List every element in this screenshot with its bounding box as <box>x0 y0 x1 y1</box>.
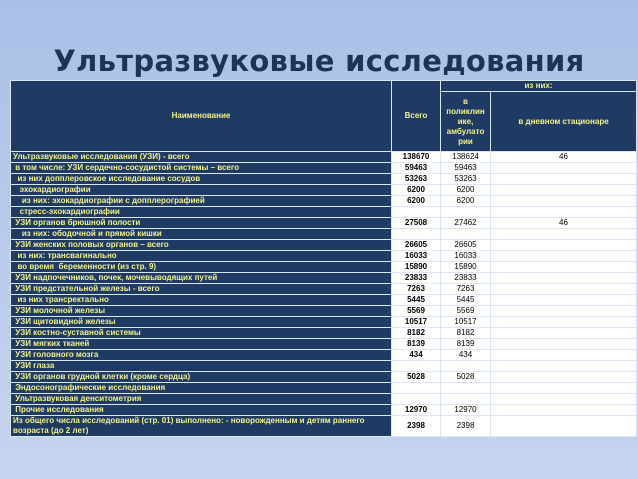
row-total: 10517 <box>392 317 441 328</box>
row-polyclinic: 434 <box>441 350 491 361</box>
row-total <box>392 207 441 218</box>
header-day-hospital: в дневном стационаре <box>491 92 637 152</box>
row-polyclinic: 7263 <box>441 284 491 295</box>
row-total: 15890 <box>392 262 441 273</box>
row-polyclinic: 2398 <box>441 416 491 437</box>
table-row <box>11 372 637 383</box>
row-day-hospital: 46 <box>491 218 637 229</box>
table-row <box>11 328 637 339</box>
row-day-hospital <box>491 372 637 383</box>
row-name: УЗИ щитовидной железы <box>11 317 392 328</box>
row-total <box>392 361 441 372</box>
row-total: 23833 <box>392 273 441 284</box>
row-day-hospital <box>491 273 637 284</box>
row-polyclinic: 8139 <box>441 339 491 350</box>
table-row <box>11 152 637 163</box>
table-row <box>11 361 637 372</box>
page-title: Ультразвуковые исследования <box>53 44 585 78</box>
table-row <box>11 218 637 229</box>
row-total: 8182 <box>392 328 441 339</box>
row-name: из них допплеровское исследование сосудов <box>11 174 392 185</box>
row-day-hospital <box>491 383 637 394</box>
row-polyclinic: 8182 <box>441 328 491 339</box>
table-row <box>11 394 637 405</box>
row-polyclinic <box>441 383 491 394</box>
row-day-hospital <box>491 262 637 273</box>
row-name: УЗИ женских половых органов – всего <box>11 240 392 251</box>
table-row <box>11 196 637 207</box>
row-name: из них: ободочной и прямой кишки <box>11 229 392 240</box>
row-day-hospital <box>491 229 637 240</box>
table-row <box>11 240 637 251</box>
row-day-hospital <box>491 339 637 350</box>
row-total: 5569 <box>392 306 441 317</box>
table-body <box>11 81 637 437</box>
table-row <box>11 317 637 328</box>
row-total: 6200 <box>392 196 441 207</box>
row-name: из них: трансвагинально <box>11 251 392 262</box>
row-day-hospital <box>491 295 637 306</box>
row-name: Из общего числа исследований (стр. 01) выполнено: - новорожденным и детям раннего возраста (до 2 лет) <box>11 416 392 437</box>
row-day-hospital <box>491 405 637 416</box>
row-total: 434 <box>392 350 441 361</box>
row-total: 2398 <box>392 416 441 437</box>
row-name: УЗИ органов грудной клетки (кроме сердца) <box>11 372 392 383</box>
row-day-hospital <box>491 163 637 174</box>
row-polyclinic: 12970 <box>441 405 491 416</box>
table-row <box>11 350 637 361</box>
table-row <box>11 416 637 437</box>
row-polyclinic: 16033 <box>441 251 491 262</box>
header-of-which: из них: <box>441 81 637 92</box>
row-polyclinic: 5569 <box>441 306 491 317</box>
row-day-hospital <box>491 284 637 295</box>
row-total <box>392 229 441 240</box>
row-name: УЗИ надпочечников, почек, мочевыводящих путей <box>11 273 392 284</box>
row-name: УЗИ мягких тканей <box>11 339 392 350</box>
row-polyclinic <box>441 394 491 405</box>
row-polyclinic <box>441 229 491 240</box>
row-polyclinic <box>441 207 491 218</box>
table-row <box>11 251 637 262</box>
row-total: 5028 <box>392 372 441 383</box>
row-day-hospital <box>491 328 637 339</box>
row-total: 8139 <box>392 339 441 350</box>
row-name: УЗИ предстательной железы - всего <box>11 284 392 295</box>
ultrasound-table <box>10 80 637 437</box>
row-day-hospital <box>491 251 637 262</box>
row-polyclinic: 59463 <box>441 163 491 174</box>
row-polyclinic: 5445 <box>441 295 491 306</box>
row-total: 138670 <box>392 152 441 163</box>
row-polyclinic: 6200 <box>441 196 491 207</box>
table-row <box>11 306 637 317</box>
row-total <box>392 394 441 405</box>
table-row <box>11 339 637 350</box>
row-name: из них: эхокардиографии с допплерографией <box>11 196 392 207</box>
row-name: УЗИ молочной железы <box>11 306 392 317</box>
row-name: во время беременности (из стр. 9) <box>11 262 392 273</box>
row-total: 59463 <box>392 163 441 174</box>
table-row <box>11 174 637 185</box>
row-day-hospital <box>491 185 637 196</box>
table-row <box>11 207 637 218</box>
row-total: 5445 <box>392 295 441 306</box>
row-total: 27508 <box>392 218 441 229</box>
row-day-hospital <box>491 416 637 437</box>
row-polyclinic: 6200 <box>441 185 491 196</box>
row-polyclinic: 27462 <box>441 218 491 229</box>
row-day-hospital <box>491 196 637 207</box>
table-row <box>11 262 637 273</box>
row-total: 12970 <box>392 405 441 416</box>
row-day-hospital <box>491 361 637 372</box>
row-name: Ультразвуковая денситометрия <box>11 394 392 405</box>
table-row <box>11 383 637 394</box>
row-name: УЗИ головного мозга <box>11 350 392 361</box>
row-day-hospital <box>491 240 637 251</box>
row-name: из них трансректально <box>11 295 392 306</box>
row-day-hospital <box>491 317 637 328</box>
row-name: в том числе: УЗИ сердечно-сосудистой системы – всего <box>11 163 392 174</box>
header-row-1 <box>11 81 637 92</box>
table-row <box>11 185 637 196</box>
row-polyclinic: 23833 <box>441 273 491 284</box>
row-total: 26605 <box>392 240 441 251</box>
header-total: Всего <box>392 81 441 152</box>
row-day-hospital <box>491 306 637 317</box>
table-row <box>11 284 637 295</box>
table-row <box>11 163 637 174</box>
row-total: 53263 <box>392 174 441 185</box>
row-total: 6200 <box>392 185 441 196</box>
row-name: эхокардиографии <box>11 185 392 196</box>
row-day-hospital: 46 <box>491 152 637 163</box>
row-name: Прочие исследования <box>11 405 392 416</box>
row-name: УЗИ глаза <box>11 361 392 372</box>
row-day-hospital <box>491 174 637 185</box>
row-day-hospital <box>491 350 637 361</box>
row-polyclinic: 15890 <box>441 262 491 273</box>
table-row <box>11 273 637 284</box>
header-name: Наименование <box>11 81 392 152</box>
row-name: Ультразвуковые исследования (УЗИ) - всего <box>11 152 392 163</box>
table-row <box>11 229 637 240</box>
row-polyclinic <box>441 361 491 372</box>
row-name: стресс-эхокардиографии <box>11 207 392 218</box>
header-polyclinic: в поликлин ике, амбулато рии <box>441 92 491 152</box>
row-polyclinic: 53263 <box>441 174 491 185</box>
row-total <box>392 383 441 394</box>
row-total: 7263 <box>392 284 441 295</box>
row-name: УЗИ органов брюшной полости <box>11 218 392 229</box>
row-name: УЗИ костно-суставной системы <box>11 328 392 339</box>
row-polyclinic: 26605 <box>441 240 491 251</box>
row-total: 16033 <box>392 251 441 262</box>
row-day-hospital <box>491 207 637 218</box>
row-polyclinic: 138624 <box>441 152 491 163</box>
table-row <box>11 405 637 416</box>
row-polyclinic: 10517 <box>441 317 491 328</box>
row-polyclinic: 5028 <box>441 372 491 383</box>
row-name: Эндосонографические исследования <box>11 383 392 394</box>
row-day-hospital <box>491 394 637 405</box>
table-row <box>11 295 637 306</box>
